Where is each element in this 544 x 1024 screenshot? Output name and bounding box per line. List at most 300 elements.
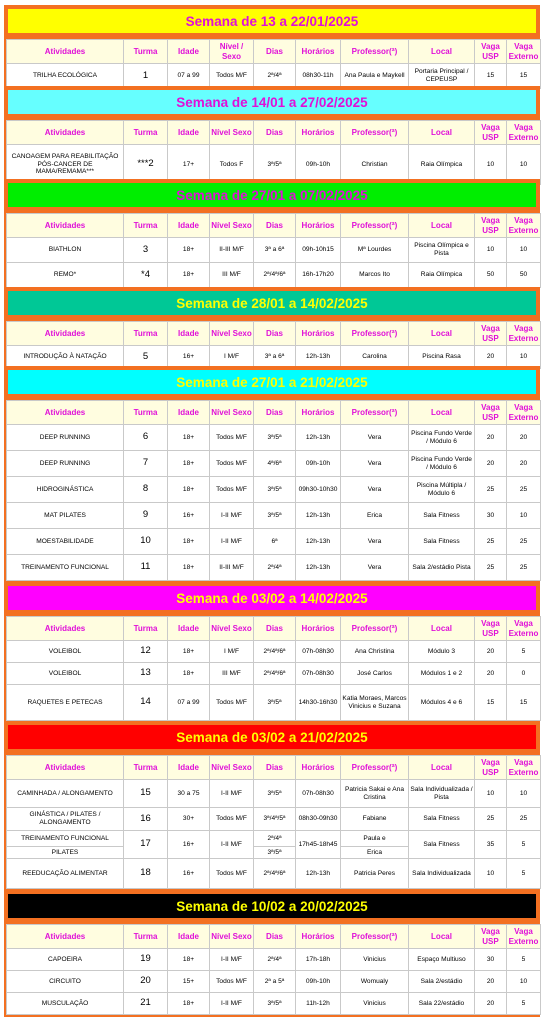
cell-class: 13 (124, 663, 168, 685)
column-header-hours: Horários (296, 617, 341, 641)
cell-external-spots: 10 (507, 145, 541, 185)
cell-usp-spots: 20 (475, 971, 507, 993)
schedule-table (6, 321, 541, 369)
cell-days: 3ª a 6ª (254, 346, 296, 369)
cell-level: I M/F (210, 641, 254, 663)
cell-hours: 07h-08h30 (296, 641, 341, 663)
cell-teacher: Vera (341, 451, 409, 477)
cell-location: Sala 2/estádio Pista (409, 555, 475, 581)
table-row (7, 477, 541, 503)
schedule-section (4, 721, 540, 891)
cell-level: Todos M/F (210, 685, 254, 721)
schedule-section (4, 366, 540, 583)
cell-teacher: Patricia Sakai e Ana Cristina (341, 780, 409, 808)
cell-activity: PILATES (7, 847, 124, 859)
cell-hours: 12h-13h (296, 529, 341, 555)
cell-hours: 09h30-10h30 (296, 477, 341, 503)
cell-external-spots: 0 (507, 663, 541, 685)
column-header-level: Nível Sexo (210, 214, 254, 238)
cell-external-spots: 20 (507, 451, 541, 477)
cell-location: Sala Individualizada (409, 859, 475, 889)
cell-external-spots: 5 (507, 859, 541, 889)
column-header-teacher: Professor(ª) (341, 617, 409, 641)
column-header-age: Idade (168, 214, 210, 238)
column-header-teacher: Professor(ª) (341, 925, 409, 949)
column-header-teacher: Professor(ª) (341, 40, 409, 64)
cell-age: 18+ (168, 949, 210, 971)
cell-class: 10 (124, 529, 168, 555)
column-header-location: Local (409, 40, 475, 64)
column-header-class: Turma (124, 401, 168, 425)
cell-external-spots: 10 (507, 780, 541, 808)
column-header-class: Turma (124, 925, 168, 949)
cell-external-spots: 15 (507, 64, 541, 89)
cell-days: 2ª/4ª/6ª (254, 263, 296, 288)
cell-class: 17 (124, 831, 168, 859)
cell-level: I-II M/F (210, 993, 254, 1015)
cell-external-spots: 10 (507, 971, 541, 993)
cell-teacher: Vinicius (341, 949, 409, 971)
cell-usp-spots: 30 (475, 503, 507, 529)
cell-usp-spots: 20 (475, 425, 507, 451)
cell-hours: 12h-13h (296, 425, 341, 451)
cell-age: 18+ (168, 263, 210, 288)
schedule-section (4, 582, 540, 723)
column-header-usp-spots: Vaga USP (475, 401, 507, 425)
cell-level: II-III M/F (210, 555, 254, 581)
cell-location: Sala Fitness (409, 808, 475, 831)
cell-usp-spots: 10 (475, 145, 507, 185)
schedule-table (6, 755, 541, 889)
column-header-teacher: Professor(ª) (341, 401, 409, 425)
cell-age: 18+ (168, 238, 210, 263)
cell-days: 2ª/4ª (254, 64, 296, 89)
column-header-teacher: Professor(ª) (341, 756, 409, 780)
cell-location: Piscina Fundo Verde / Módulo 6 (409, 425, 475, 451)
column-header-external-spots: Vaga Externo (507, 322, 541, 346)
column-header-days: Dias (254, 214, 296, 238)
cell-location: Módulo 3 (409, 641, 475, 663)
cell-location: Sala 22/estádio (409, 993, 475, 1015)
cell-teacher: Patricia Peres (341, 859, 409, 889)
cell-hours: 09h-10h (296, 145, 341, 185)
cell-level: I-II M/F (210, 529, 254, 555)
table-row (7, 529, 541, 555)
column-header-external-spots: Vaga Externo (507, 40, 541, 64)
cell-level: Todos M/F (210, 971, 254, 993)
cell-usp-spots: 20 (475, 641, 507, 663)
cell-location: Raia Olímpica (409, 263, 475, 288)
cell-age: 17+ (168, 145, 210, 185)
cell-teacher: Ana Paula e Maykell (341, 64, 409, 89)
cell-class: 9 (124, 503, 168, 529)
cell-usp-spots: 20 (475, 346, 507, 369)
cell-location: Sala Fitness (409, 503, 475, 529)
section-title: Semana de 10/02 a 20/02/2025 (6, 892, 538, 920)
cell-external-spots: 25 (507, 477, 541, 503)
cell-level: I M/F (210, 346, 254, 369)
cell-teacher: José Carlos (341, 663, 409, 685)
cell-usp-spots: 25 (475, 808, 507, 831)
cell-teacher: Christian (341, 145, 409, 185)
column-header-age: Idade (168, 401, 210, 425)
cell-teacher: Vera (341, 425, 409, 451)
column-header-usp-spots: Vaga USP (475, 756, 507, 780)
column-header-class: Turma (124, 121, 168, 145)
section-title: Semana de 27/01 a 21/02/2025 (6, 368, 538, 396)
cell-class: 5 (124, 346, 168, 369)
cell-level: Todos M/F (210, 425, 254, 451)
cell-class: *4 (124, 263, 168, 288)
cell-days: 3ª/5ª (254, 145, 296, 185)
header-row (7, 756, 541, 780)
column-header-location: Local (409, 617, 475, 641)
column-header-age: Idade (168, 322, 210, 346)
cell-external-spots: 5 (507, 993, 541, 1015)
cell-class: 19 (124, 949, 168, 971)
cell-location: Espaço Multiuso (409, 949, 475, 971)
cell-teacher: Vinicius (341, 993, 409, 1015)
column-header-hours: Horários (296, 121, 341, 145)
column-header-class: Turma (124, 40, 168, 64)
schedule-table (6, 213, 541, 288)
cell-age: 07 a 99 (168, 685, 210, 721)
column-header-location: Local (409, 401, 475, 425)
cell-usp-spots: 15 (475, 64, 507, 89)
header-row (7, 121, 541, 145)
table-row (7, 993, 541, 1015)
cell-location: Piscina Fundo Verde / Módulo 6 (409, 451, 475, 477)
cell-days: 3ª/5ª (254, 503, 296, 529)
cell-class: 11 (124, 555, 168, 581)
cell-hours: 17h-18h (296, 949, 341, 971)
column-header-class: Turma (124, 322, 168, 346)
cell-level: I-II M/F (210, 831, 254, 859)
cell-external-spots: 5 (507, 949, 541, 971)
column-header-days: Dias (254, 925, 296, 949)
cell-usp-spots: 10 (475, 859, 507, 889)
cell-age: 30+ (168, 808, 210, 831)
cell-hours: 16h-17h20 (296, 263, 341, 288)
cell-hours: 11h-12h (296, 993, 341, 1015)
cell-activity: MOESTABILIDADE (7, 529, 124, 555)
cell-age: 18+ (168, 641, 210, 663)
cell-hours: 07h-08h30 (296, 663, 341, 685)
cell-class: ***2 (124, 145, 168, 185)
column-header-teacher: Professor(ª) (341, 121, 409, 145)
cell-class: 6 (124, 425, 168, 451)
header-row (7, 925, 541, 949)
column-header-level: Nível Sexo (210, 925, 254, 949)
cell-days: 4ª/6ª (254, 451, 296, 477)
column-header-days: Dias (254, 322, 296, 346)
table-row (7, 808, 541, 831)
cell-location: Módulos 1 e 2 (409, 663, 475, 685)
cell-age: 18+ (168, 451, 210, 477)
cell-hours: 17h45-18h45 (296, 831, 341, 859)
column-header-hours: Horários (296, 214, 341, 238)
cell-activity: INTRODUÇÃO À NATAÇÃO (7, 346, 124, 369)
column-header-external-spots: Vaga Externo (507, 756, 541, 780)
column-header-hours: Horários (296, 756, 341, 780)
header-row (7, 322, 541, 346)
cell-external-spots: 50 (507, 263, 541, 288)
column-header-activity: Atividades (7, 322, 124, 346)
cell-activity: REEDUCAÇÃO ALIMENTAR (7, 859, 124, 889)
cell-level: I-II M/F (210, 503, 254, 529)
column-header-days: Dias (254, 756, 296, 780)
column-header-level: Nível Sexo (210, 617, 254, 641)
cell-activity: CIRCUITO (7, 971, 124, 993)
column-header-level: Nível Sexo (210, 322, 254, 346)
column-header-days: Dias (254, 121, 296, 145)
cell-usp-spots: 20 (475, 993, 507, 1015)
section-title: Semana de 03/02 a 14/02/2025 (6, 584, 538, 612)
cell-activity: HIDROGINÁSTICA (7, 477, 124, 503)
cell-age: 16+ (168, 831, 210, 859)
cell-external-spots: 25 (507, 529, 541, 555)
schedule-table (6, 616, 541, 721)
cell-days: 2ª/4ª/6ª (254, 859, 296, 889)
column-header-usp-spots: Vaga USP (475, 322, 507, 346)
cell-activity: CAMINHADA / ALONGAMENTO (7, 780, 124, 808)
cell-class: 3 (124, 238, 168, 263)
cell-days: 3ª a 6ª (254, 238, 296, 263)
cell-activity: BIATHLON (7, 238, 124, 263)
cell-teacher: Carolina (341, 346, 409, 369)
cell-hours: 09h-10h (296, 971, 341, 993)
cell-age: 18+ (168, 993, 210, 1015)
table-row (7, 503, 541, 529)
column-header-usp-spots: Vaga USP (475, 617, 507, 641)
cell-level: Todos M/F (210, 64, 254, 89)
cell-teacher: Erica (341, 847, 409, 859)
column-header-hours: Horários (296, 322, 341, 346)
cell-teacher: Womualy (341, 971, 409, 993)
cell-location: Portaria Principal / CEPEUSP (409, 64, 475, 89)
cell-usp-spots: 20 (475, 451, 507, 477)
column-header-age: Idade (168, 121, 210, 145)
table-row (7, 238, 541, 263)
table-row (7, 971, 541, 993)
section-title: Semana de 28/01 a 14/02/2025 (6, 289, 538, 317)
table-row (7, 64, 541, 89)
cell-external-spots: 20 (507, 425, 541, 451)
cell-teacher: Katia Moraes, Marcos Vinicius e Suzana (341, 685, 409, 721)
cell-age: 16+ (168, 503, 210, 529)
cell-age: 30 a 75 (168, 780, 210, 808)
column-header-usp-spots: Vaga USP (475, 214, 507, 238)
cell-hours: 12h-13h (296, 346, 341, 369)
cell-activity: DEEP RUNNING (7, 425, 124, 451)
cell-age: 15+ (168, 971, 210, 993)
table-row (7, 663, 541, 685)
cell-activity: CANOAGEM PARA REABILITAÇÃO PÓS-CANCER DE MAMA/REMAMA*** (7, 145, 124, 185)
column-header-external-spots: Vaga Externo (507, 925, 541, 949)
cell-days: 3ª/5ª (254, 780, 296, 808)
cell-class: 12 (124, 641, 168, 663)
cell-level: Todos M/F (210, 808, 254, 831)
column-header-age: Idade (168, 756, 210, 780)
cell-age: 18+ (168, 477, 210, 503)
cell-days: 2ª/4ª (254, 831, 296, 847)
cell-usp-spots: 20 (475, 663, 507, 685)
cell-external-spots: 15 (507, 685, 541, 721)
table-row (7, 859, 541, 889)
table-row (7, 949, 541, 971)
cell-teacher: Paula e (341, 831, 409, 847)
cell-class: 16 (124, 808, 168, 831)
table-row (7, 555, 541, 581)
schedule-section (4, 179, 540, 290)
column-header-activity: Atividades (7, 40, 124, 64)
cell-hours: 09h-10h (296, 451, 341, 477)
cell-location: Sala Fitness (409, 529, 475, 555)
schedule-table (6, 924, 541, 1015)
cell-level: III M/F (210, 663, 254, 685)
cell-level: I-II M/F (210, 780, 254, 808)
column-header-level: Nível Sexo (210, 401, 254, 425)
column-header-hours: Horários (296, 401, 341, 425)
cell-teacher: Marcos Ito (341, 263, 409, 288)
cell-activity: CAPOEIRA (7, 949, 124, 971)
cell-location: Sala Individualizada / Pista (409, 780, 475, 808)
table-row (7, 641, 541, 663)
cell-days: 2ª/4ª/6ª (254, 641, 296, 663)
column-header-days: Dias (254, 617, 296, 641)
column-header-location: Local (409, 214, 475, 238)
cell-teacher: Vera (341, 529, 409, 555)
table-row (7, 263, 541, 288)
header-row (7, 214, 541, 238)
cell-external-spots: 5 (507, 641, 541, 663)
cell-external-spots: 5 (507, 831, 541, 859)
cell-class: 7 (124, 451, 168, 477)
cell-age: 16+ (168, 346, 210, 369)
column-header-level: Nível Sexo (210, 756, 254, 780)
cell-teacher: Vera (341, 555, 409, 581)
cell-age: 07 a 99 (168, 64, 210, 89)
cell-usp-spots: 50 (475, 263, 507, 288)
column-header-activity: Atividades (7, 121, 124, 145)
cell-hours: 12h-13h (296, 555, 341, 581)
cell-external-spots: 25 (507, 555, 541, 581)
schedule-table (6, 120, 541, 185)
column-header-external-spots: Vaga Externo (507, 401, 541, 425)
cell-days: 2ª/4ª (254, 949, 296, 971)
cell-hours: 09h-10h15 (296, 238, 341, 263)
column-header-location: Local (409, 925, 475, 949)
column-header-days: Dias (254, 401, 296, 425)
column-header-class: Turma (124, 756, 168, 780)
column-header-location: Local (409, 121, 475, 145)
column-header-activity: Atividades (7, 401, 124, 425)
table-row (7, 831, 541, 847)
column-header-activity: Atividades (7, 925, 124, 949)
schedule-table (6, 39, 541, 89)
cell-class: 21 (124, 993, 168, 1015)
cell-days: 3ª/5ª (254, 477, 296, 503)
cell-activity: GINÁSTICA / PILATES / ALONGAMENTO (7, 808, 124, 831)
column-header-days: Dias (254, 40, 296, 64)
section-title: Semana de 14/01 a 27/02/2025 (6, 88, 538, 116)
cell-class: 8 (124, 477, 168, 503)
cell-level: III M/F (210, 263, 254, 288)
section-title: Semana de 13 a 22/01/2025 (6, 7, 538, 35)
cell-days: 2ª a 5ª (254, 971, 296, 993)
cell-days: 2ª/4ª (254, 555, 296, 581)
column-header-location: Local (409, 322, 475, 346)
cell-age: 18+ (168, 529, 210, 555)
cell-class: 20 (124, 971, 168, 993)
cell-days: 3ª/5ª (254, 847, 296, 859)
cell-location: Piscina Olímpica e Pista (409, 238, 475, 263)
cell-teacher: Ana Christina (341, 641, 409, 663)
cell-location: Módulos 4 e 6 (409, 685, 475, 721)
column-header-age: Idade (168, 40, 210, 64)
cell-usp-spots: 25 (475, 529, 507, 555)
column-header-activity: Atividades (7, 617, 124, 641)
cell-usp-spots: 25 (475, 477, 507, 503)
cell-level: Todos M/F (210, 477, 254, 503)
cell-hours: 12h-13h (296, 503, 341, 529)
column-header-activity: Atividades (7, 756, 124, 780)
cell-external-spots: 10 (507, 346, 541, 369)
cell-activity: VOLEIBOL (7, 641, 124, 663)
schedule-section (4, 5, 540, 91)
schedule-section (4, 890, 540, 1017)
cell-usp-spots: 35 (475, 831, 507, 859)
cell-activity: DEEP RUNNING (7, 451, 124, 477)
cell-age: 18+ (168, 425, 210, 451)
cell-external-spots: 10 (507, 503, 541, 529)
cell-level: Todos M/F (210, 451, 254, 477)
cell-days: 3ª/5ª (254, 425, 296, 451)
column-header-teacher: Professor(ª) (341, 322, 409, 346)
column-header-age: Idade (168, 617, 210, 641)
cell-teacher: Erica (341, 503, 409, 529)
cell-usp-spots: 25 (475, 555, 507, 581)
cell-hours: 07h-08h30 (296, 780, 341, 808)
cell-age: 18+ (168, 663, 210, 685)
cell-activity: TREINAMENTO FUNCIONAL (7, 831, 124, 847)
cell-days: 6ª (254, 529, 296, 555)
cell-days: 3ª/4ª/5ª (254, 808, 296, 831)
cell-activity: REMO* (7, 263, 124, 288)
column-header-external-spots: Vaga Externo (507, 617, 541, 641)
column-header-level: Nível Sexo (210, 121, 254, 145)
cell-age: 18+ (168, 555, 210, 581)
table-row (7, 451, 541, 477)
section-title: Semana de 27/01 a 07/02/2025 (6, 181, 538, 209)
cell-location: Raia Olímpica (409, 145, 475, 185)
column-header-location: Local (409, 756, 475, 780)
cell-activity: VOLEIBOL (7, 663, 124, 685)
cell-hours: 08h30-11h (296, 64, 341, 89)
cell-age: 16+ (168, 859, 210, 889)
column-header-usp-spots: Vaga USP (475, 925, 507, 949)
cell-usp-spots: 30 (475, 949, 507, 971)
cell-class: 1 (124, 64, 168, 89)
cell-hours: 08h30-09h30 (296, 808, 341, 831)
header-row (7, 617, 541, 641)
column-header-activity: Atividades (7, 214, 124, 238)
cell-teacher: Fabiane (341, 808, 409, 831)
column-header-hours: Horários (296, 925, 341, 949)
cell-level: II-III M/F (210, 238, 254, 263)
table-row (7, 425, 541, 451)
column-header-teacher: Professor(ª) (341, 214, 409, 238)
